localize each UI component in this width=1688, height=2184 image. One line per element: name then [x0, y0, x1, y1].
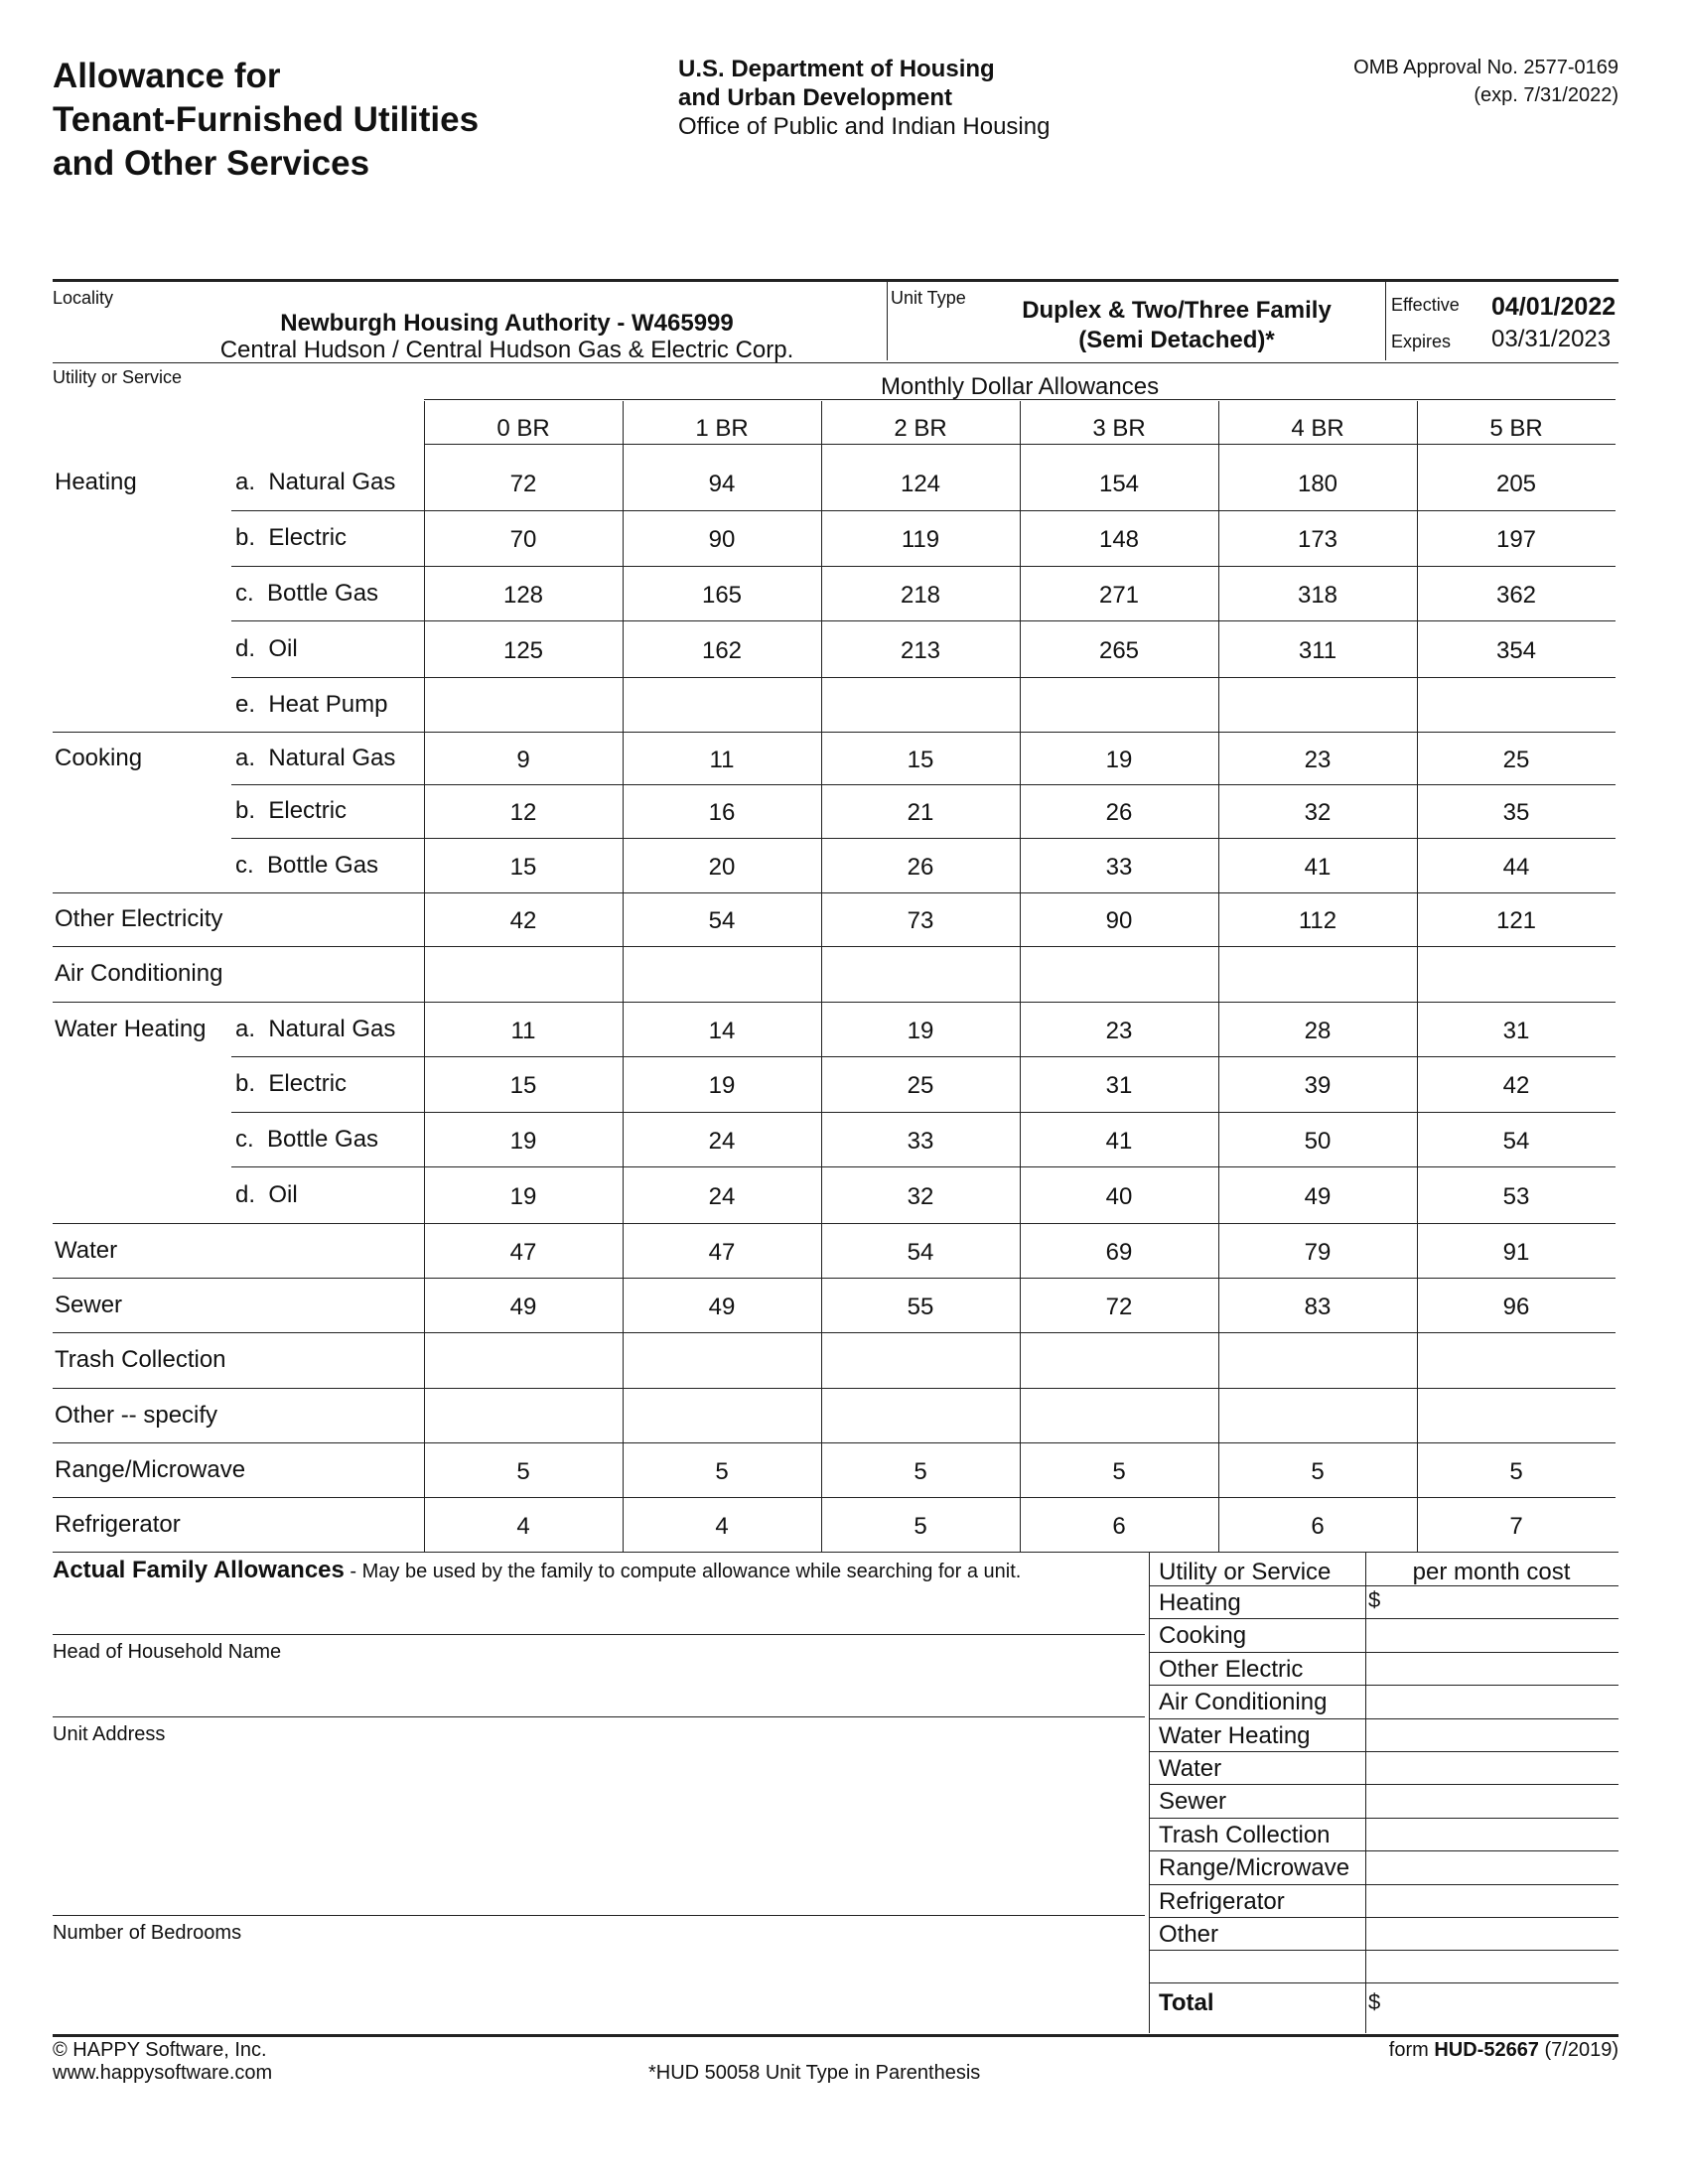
unit-type-value-cont: (Semi Detached)*	[1078, 327, 1275, 353]
allowance-cell: 311	[1298, 636, 1337, 664]
allowance-cell: 20	[708, 853, 736, 881]
row-rule	[53, 732, 1616, 733]
utility-group-label: Range/Microwave	[55, 1455, 246, 1483]
allowance-cell: 162	[701, 636, 743, 664]
info-top-rule	[53, 279, 1618, 282]
allowance-cell: 19	[1105, 746, 1133, 773]
department-name: U.S. Department of Housing	[678, 56, 995, 82]
allowance-cell: 165	[701, 581, 743, 609]
allowance-cell: 11	[709, 746, 735, 773]
allowance-cell: 24	[708, 1182, 736, 1210]
department-block	[678, 55, 1050, 141]
allowance-cell: 15	[509, 1072, 537, 1099]
allowance-cell: 21	[907, 799, 934, 826]
allowance-cell: 73	[907, 907, 934, 934]
info-divider	[887, 281, 888, 360]
allowance-cell: 31	[1502, 1017, 1530, 1044]
fuel-type-label: a. Natural Gas	[235, 744, 396, 771]
cost-row-rule	[1149, 1917, 1618, 1918]
locality-label: Locality	[53, 288, 114, 308]
utility-group-label: Refrigerator	[55, 1510, 181, 1538]
allowance-cell: 15	[509, 853, 537, 881]
cost-row-rule	[1149, 1884, 1618, 1885]
column-header: 5 BR	[1489, 415, 1543, 442]
allowance-cell: 33	[1105, 853, 1133, 881]
form-revision: (7/2019)	[1538, 2039, 1618, 2061]
allowance-cell: 19	[509, 1127, 537, 1155]
allowance-cell: 90	[1105, 907, 1133, 934]
allowance-cell: 12	[509, 799, 537, 826]
department-name-cont: and Urban Development	[678, 84, 953, 111]
utility-group-label: Cooking	[55, 744, 143, 771]
allowance-cell: 24	[708, 1127, 736, 1155]
form-title	[53, 55, 479, 186]
allowance-cell: 19	[708, 1072, 736, 1099]
copyright: © HAPPY Software, Inc.	[53, 2039, 267, 2061]
utility-group-label: Other Electricity	[55, 905, 223, 932]
row-rule	[53, 946, 1616, 947]
column-header: 1 BR	[695, 415, 749, 442]
allowance-cell: 26	[907, 853, 934, 881]
column-divider	[1218, 401, 1219, 1552]
form-prefix: form	[1388, 2039, 1435, 2061]
utility-group-label: Heating	[55, 469, 137, 495]
allowance-cell: 72	[1105, 1293, 1133, 1320]
omb-approval	[1353, 54, 1618, 109]
allowance-cell: 4	[715, 1512, 729, 1540]
cost-item-label: Sewer	[1159, 1788, 1227, 1815]
fuel-type-label: c. Bottle Gas	[235, 851, 379, 879]
head-of-household-label: Head of Household Name	[53, 1641, 282, 1663]
cost-row-rule	[1149, 1685, 1618, 1686]
cost-row-rule	[1149, 1585, 1618, 1586]
cost-row-rule	[1149, 1751, 1618, 1752]
row-rule	[231, 677, 1616, 678]
allowance-cell: 42	[1502, 1072, 1530, 1099]
allowance-cell: 173	[1297, 526, 1338, 553]
allowance-cell: 23	[1105, 1017, 1133, 1044]
allowance-cell: 218	[900, 581, 941, 609]
cost-row-rule	[1149, 1718, 1618, 1719]
monthly-header-rule	[424, 399, 1616, 400]
cost-item-label: Range/Microwave	[1159, 1854, 1350, 1881]
cost-input[interactable]	[1368, 1820, 1615, 1849]
fuel-type-label: b. Electric	[235, 797, 348, 824]
allowance-cell: 5	[1311, 1457, 1325, 1485]
locality-utility: Central Hudson / Central Hudson Gas & Electric Corp.	[219, 337, 794, 363]
allowance-cell: 49	[1304, 1182, 1332, 1210]
cost-input[interactable]	[1368, 1886, 1615, 1916]
allowance-cell: 154	[1098, 471, 1140, 497]
actual-heading-note: - May be used by the family to compute allowance while searching for a unit.	[344, 1561, 1022, 1582]
cost-input[interactable]	[1368, 1753, 1615, 1783]
cost-row-rule	[1149, 1784, 1618, 1785]
info-divider	[1385, 281, 1386, 360]
column-header: 0 BR	[496, 415, 550, 442]
allowance-cell: 49	[708, 1293, 736, 1320]
allowance-cell: 41	[1105, 1127, 1133, 1155]
allowance-cell: 271	[1098, 581, 1140, 609]
allowance-cell: 41	[1304, 853, 1332, 881]
utility-group-label: Other -- specify	[55, 1401, 218, 1429]
row-rule	[231, 784, 1616, 785]
row-rule	[231, 838, 1616, 839]
cost-header-service: Utility or Service	[1159, 1559, 1332, 1585]
allowance-cell: 7	[1509, 1512, 1523, 1540]
form-title-line: Allowance for	[53, 57, 281, 95]
cost-input[interactable]	[1368, 1654, 1615, 1684]
cost-input[interactable]	[1368, 1687, 1615, 1716]
allowance-cell: 70	[509, 526, 537, 553]
row-rule	[53, 1332, 1616, 1333]
cost-box-top-rule	[1149, 1552, 1618, 1553]
allowance-cell: 318	[1297, 581, 1338, 609]
allowance-cell: 23	[1304, 746, 1332, 773]
cost-row-rule	[1149, 1652, 1618, 1653]
allowance-cell: 128	[502, 581, 544, 609]
allowance-cell: 32	[1304, 799, 1332, 826]
cost-input[interactable]	[1368, 1786, 1615, 1816]
cost-box-divider	[1365, 1552, 1366, 2033]
form-id: HUD-52667	[1434, 2039, 1539, 2061]
fuel-type-label: a. Natural Gas	[235, 469, 396, 495]
allowance-cell: 35	[1502, 799, 1530, 826]
allowance-cell: 5	[715, 1457, 729, 1485]
cost-input[interactable]	[1368, 1852, 1615, 1882]
omb-number: OMB Approval No. 2577-0169	[1353, 57, 1618, 78]
info-bottom-rule	[53, 362, 1618, 363]
effective-date: 04/01/2022	[1491, 293, 1617, 321]
row-rule	[231, 1166, 1616, 1167]
fuel-type-label: c. Bottle Gas	[235, 579, 379, 607]
cost-input[interactable]	[1368, 1919, 1615, 1949]
cost-row-rule	[1149, 1818, 1618, 1819]
allowance-cell: 148	[1098, 526, 1140, 553]
allowance-cell: 112	[1298, 907, 1337, 934]
utility-group-label: Air Conditioning	[55, 960, 223, 987]
allowance-cell: 213	[900, 636, 941, 664]
allowance-cell: 39	[1304, 1072, 1332, 1099]
allowance-cell: 53	[1502, 1182, 1530, 1210]
utility-header: Utility or Service	[53, 367, 183, 387]
cost-row-rule	[1149, 1982, 1618, 1983]
cost-box-left-border	[1149, 1552, 1150, 2033]
utility-group-label: Sewer	[55, 1291, 123, 1318]
row-rule	[53, 892, 1616, 893]
cost-input[interactable]	[1368, 1720, 1615, 1750]
actual-heading-title: Actual Family Allowances	[53, 1557, 345, 1583]
allowance-cell: 49	[509, 1293, 537, 1320]
cost-row-rule	[1149, 1950, 1618, 1951]
cost-item-label: Water Heating	[1159, 1722, 1311, 1749]
allowance-cell: 26	[1105, 799, 1133, 826]
fuel-type-label: e. Heat Pump	[235, 690, 388, 718]
row-rule	[231, 510, 1616, 511]
cost-item-label: Refrigerator	[1159, 1888, 1285, 1915]
allowance-cell: 121	[1495, 907, 1537, 934]
allowance-cell: 15	[907, 746, 934, 773]
fuel-type-label: b. Electric	[235, 524, 348, 551]
cost-input[interactable]: $	[1368, 1587, 1381, 1612]
allowance-cell: 31	[1105, 1072, 1133, 1099]
allowance-cell: 79	[1304, 1238, 1332, 1266]
cost-item-label: Trash Collection	[1159, 1822, 1331, 1848]
column-divider	[424, 401, 425, 1552]
allowance-cell: 119	[901, 526, 940, 553]
unit-address-label: Unit Address	[53, 1723, 166, 1745]
allowance-cell: 54	[708, 907, 736, 934]
monthly-header: Monthly Dollar Allowances	[880, 373, 1160, 400]
column-header: 3 BR	[1092, 415, 1146, 442]
row-rule	[53, 1442, 1616, 1443]
allowance-cell: 354	[1495, 636, 1537, 664]
column-divider	[1020, 401, 1021, 1552]
allowance-cell: 5	[914, 1512, 927, 1540]
cost-item-label: Other	[1159, 1921, 1219, 1948]
expires-date: 03/31/2023	[1491, 326, 1612, 352]
row-rule	[53, 1223, 1616, 1224]
form-title-line: Tenant-Furnished Utilities	[53, 100, 480, 139]
column-divider	[821, 401, 822, 1552]
column-divider	[623, 401, 624, 1552]
allowance-cell: 72	[509, 471, 537, 497]
row-rule	[231, 566, 1616, 567]
unit-type-value: Duplex & Two/Three Family	[1022, 297, 1332, 324]
allowance-cell: 90	[708, 526, 736, 553]
allowance-cell: 11	[510, 1017, 536, 1044]
allowance-cell: 44	[1502, 853, 1530, 881]
utility-group-label: Water	[55, 1236, 118, 1264]
allowance-cell: 5	[914, 1457, 927, 1485]
row-rule	[231, 1056, 1616, 1057]
fuel-type-label: b. Electric	[235, 1070, 348, 1097]
allowance-cell: 40	[1105, 1182, 1133, 1210]
bedrooms-field[interactable]	[53, 1915, 1145, 1916]
allowance-cell: 5	[1509, 1457, 1523, 1485]
utility-group-label: Trash Collection	[55, 1346, 226, 1373]
allowance-cell: 19	[907, 1017, 934, 1044]
row-rule	[53, 1388, 1616, 1389]
allowance-cell: 205	[1495, 471, 1537, 497]
head-of-household-field[interactable]	[53, 1634, 1145, 1635]
footer-rule	[53, 2034, 1618, 2037]
effective-label: Effective	[1391, 295, 1460, 315]
cost-row-rule	[1149, 1618, 1618, 1619]
allowance-cell: 91	[1502, 1238, 1530, 1266]
cost-row-rule	[1149, 1850, 1618, 1851]
allowance-cell: 25	[907, 1072, 934, 1099]
office-name: Office of Public and Indian Housing	[678, 113, 1051, 140]
allowance-cell: 32	[907, 1182, 934, 1210]
allowance-cell: 96	[1502, 1293, 1530, 1320]
allowance-cell: 54	[907, 1238, 934, 1266]
unit-type-label: Unit Type	[891, 288, 966, 308]
allowance-cell: 69	[1105, 1238, 1133, 1266]
fuel-type-label: d. Oil	[235, 634, 298, 662]
cost-item-label: Cooking	[1159, 1622, 1247, 1649]
form-number	[1389, 2039, 1618, 2062]
allowance-cell: 197	[1495, 526, 1537, 553]
allowance-cell: 16	[708, 799, 736, 826]
allowance-cell: 50	[1304, 1127, 1332, 1155]
cost-header-cost: per month cost	[1412, 1559, 1571, 1585]
unit-address-field[interactable]	[53, 1716, 1145, 1717]
cost-item-label: Water	[1159, 1755, 1222, 1782]
utility-group-label: Water Heating	[55, 1015, 207, 1042]
cost-item-label: Heating	[1159, 1589, 1241, 1616]
allowance-cell: 4	[516, 1512, 530, 1540]
allowance-cell: 54	[1502, 1127, 1530, 1155]
column-divider	[1417, 401, 1418, 1552]
allowance-cell: 6	[1112, 1512, 1126, 1540]
allowance-cell: 25	[1502, 746, 1530, 773]
allowance-cell: 9	[516, 746, 530, 773]
allowance-cell: 47	[509, 1238, 537, 1266]
allowance-cell: 5	[1112, 1457, 1126, 1485]
allowance-cell: 94	[708, 471, 736, 497]
cost-item-label: Other Electric	[1159, 1656, 1304, 1683]
allowance-cell: 28	[1304, 1017, 1332, 1044]
allowance-cell: 14	[708, 1017, 736, 1044]
column-header: 4 BR	[1291, 415, 1344, 442]
fuel-type-label: a. Natural Gas	[235, 1015, 396, 1042]
total-input[interactable]: $	[1368, 1989, 1381, 2014]
allowance-cell: 6	[1311, 1512, 1325, 1540]
allowance-cell: 124	[900, 471, 941, 497]
allowance-cell: 5	[516, 1457, 530, 1485]
allowance-cell: 42	[509, 907, 537, 934]
bedrooms-label: Number of Bedrooms	[53, 1922, 242, 1944]
row-rule	[53, 1278, 1616, 1279]
locality-name: Newburgh Housing Authority - W465999	[280, 310, 734, 337]
cost-item-label: Air Conditioning	[1159, 1689, 1328, 1715]
allowance-cell: 180	[1297, 471, 1338, 497]
allowance-cell: 125	[502, 636, 544, 664]
fuel-type-label: d. Oil	[235, 1180, 298, 1208]
fuel-type-label: c. Bottle Gas	[235, 1125, 379, 1153]
form-title-line: and Other Services	[53, 144, 370, 183]
cost-input[interactable]	[1368, 1620, 1615, 1650]
row-rule	[231, 1112, 1616, 1113]
allowance-cell: 362	[1495, 581, 1537, 609]
row-rule	[53, 1497, 1616, 1498]
website-link[interactable]: www.happysoftware.com	[53, 2062, 273, 2084]
allowance-cell: 19	[509, 1182, 537, 1210]
row-rule	[231, 620, 1616, 621]
allowance-cell: 47	[708, 1238, 736, 1266]
allowance-cell: 33	[907, 1127, 934, 1155]
actual-heading	[53, 1557, 1021, 1584]
allowance-cell: 265	[1098, 636, 1140, 664]
allowance-cell: 55	[907, 1293, 934, 1320]
unit-type-footnote: *HUD 50058 Unit Type in Parenthesis	[648, 2062, 981, 2084]
allowance-cell: 83	[1304, 1293, 1332, 1320]
column-header: 2 BR	[894, 415, 947, 442]
row-rule	[53, 1002, 1616, 1003]
total-label: Total	[1159, 1989, 1214, 2016]
omb-expiration: (exp. 7/31/2022)	[1474, 84, 1618, 106]
expires-label: Expires	[1391, 332, 1452, 351]
